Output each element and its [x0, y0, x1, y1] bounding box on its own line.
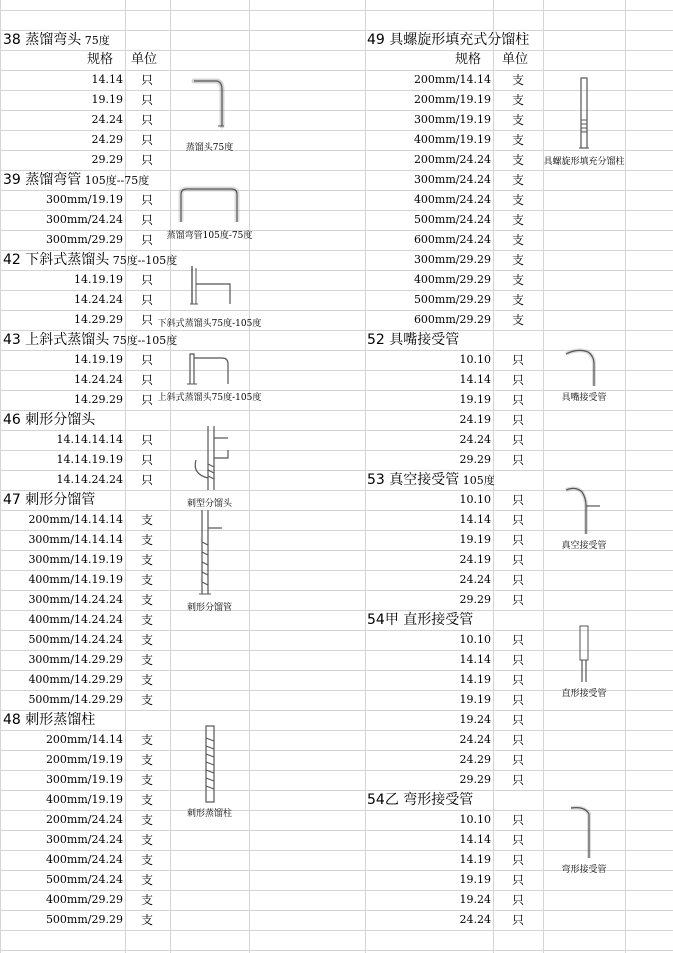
spec-cell: 14.19.19	[74, 353, 123, 366]
packed-column-icon	[576, 76, 592, 156]
spec-cell: 300mm/29.29	[45, 233, 123, 246]
unit-cell: 支	[141, 733, 154, 747]
bent-adapter-icon	[567, 804, 601, 864]
section-title	[3, 30, 110, 50]
unit-cell: 支	[141, 813, 154, 827]
unit-cell: 只	[141, 233, 154, 247]
unit-cell: 支	[141, 613, 154, 627]
spec-cell: 400mm/24.24	[45, 853, 123, 866]
spec-cell: 19.19	[459, 693, 491, 706]
spec-cell: 14.14	[459, 833, 491, 846]
unit-cell: 支	[512, 273, 525, 287]
bent-tube-icon	[175, 186, 245, 230]
unit-cell: 支	[141, 593, 154, 607]
spec-column-header: 规格	[454, 52, 481, 67]
section-title	[3, 710, 95, 730]
unit-cell: 支	[141, 633, 154, 647]
unit-cell: 只	[141, 153, 154, 167]
spec-cell: 300mm/19.19	[45, 193, 123, 206]
unit-cell: 支	[512, 233, 525, 247]
spec-cell: 400mm/14.29.29	[28, 673, 123, 686]
unit-cell: 支	[141, 513, 154, 527]
unit-cell: 只	[141, 353, 154, 367]
spec-cell: 300mm/24.24	[45, 833, 123, 846]
unit-cell: 只	[512, 773, 525, 787]
unit-cell: 支	[141, 913, 154, 927]
spec-cell: 19.19	[459, 393, 491, 406]
spec-cell: 19.24	[459, 893, 491, 906]
unit-cell: 只	[512, 353, 525, 367]
illustration-caption: 具嘴接受管	[561, 393, 607, 403]
vigreux-tube-icon	[190, 508, 230, 602]
section-subtitle: 75度	[81, 34, 110, 47]
section-title	[3, 250, 177, 270]
spec-cell: 19.19	[459, 873, 491, 886]
unit-cell: 只	[512, 673, 525, 687]
spec-cell: 600mm/29.29	[413, 313, 491, 326]
vigreux-column-icon	[200, 724, 220, 808]
unit-cell: 只	[141, 453, 154, 467]
straight-adapter-icon	[574, 624, 594, 688]
unit-cell: 支	[141, 533, 154, 547]
unit-cell: 只	[141, 433, 154, 447]
unit-cell: 支	[141, 773, 154, 787]
unit-cell: 支	[512, 173, 525, 187]
unit-cell: 支	[512, 313, 525, 327]
nozzle-adapter-icon	[564, 344, 604, 392]
unit-cell: 只	[512, 453, 525, 467]
unit-cell: 只	[512, 413, 525, 427]
spec-cell: 500mm/14.29.29	[28, 693, 123, 706]
unit-cell: 支	[141, 793, 154, 807]
spec-cell: 400mm/14.24.24	[28, 613, 123, 626]
section-title	[367, 790, 473, 810]
unit-cell: 支	[512, 93, 525, 107]
unit-cell: 只	[512, 633, 525, 647]
unit-cell: 只	[512, 813, 525, 827]
unit-cell: 只	[141, 133, 154, 147]
illustration-caption: 真空接受管	[561, 541, 607, 551]
unit-cell: 支	[512, 253, 525, 267]
section-subtitle: 75度--105度	[109, 254, 178, 267]
illustration-caption: 上斜式蒸馏头75度-105度	[157, 393, 262, 403]
section-title-text: 54乙 弯形接受管	[367, 792, 474, 808]
unit-cell: 只	[141, 73, 154, 87]
spec-cell: 29.29	[459, 773, 491, 786]
section-title-text: 39 蒸馏弯管	[3, 172, 82, 188]
unit-cell: 支	[141, 573, 154, 587]
section-title-text: 49 具螺旋形填充式分馏柱	[367, 32, 530, 48]
illustration-caption: 蒸馏弯管105度-75度	[166, 231, 253, 241]
spec-cell: 200mm/19.19	[45, 753, 123, 766]
spec-cell: 14.14	[91, 73, 123, 86]
spec-cell: 500mm/29.29	[45, 913, 123, 926]
section-title	[3, 410, 95, 430]
unit-cell: 只	[512, 733, 525, 747]
down-slant-head-icon	[180, 264, 240, 318]
spec-cell: 400mm/29.29	[45, 893, 123, 906]
spec-cell: 24.19	[459, 413, 491, 426]
unit-cell: 支	[512, 193, 525, 207]
spec-cell: 24.24	[459, 573, 491, 586]
spec-cell: 24.24	[459, 433, 491, 446]
spec-cell: 400mm/19.19	[413, 133, 491, 146]
unit-cell: 支	[512, 73, 525, 87]
spec-cell: 14.14.24.24	[56, 473, 123, 486]
spec-cell: 500mm/29.29	[413, 293, 491, 306]
section-title-text: 47 刺形分馏管	[3, 492, 96, 508]
spec-cell: 200mm/24.24	[45, 813, 123, 826]
unit-cell: 只	[512, 553, 525, 567]
spec-cell: 14.29.29	[74, 313, 123, 326]
unit-column-header: 单位	[131, 52, 158, 67]
spec-cell: 600mm/24.24	[413, 233, 491, 246]
unit-cell: 只	[512, 593, 525, 607]
spec-cell: 19.19	[91, 93, 123, 106]
illustration-caption: 刺形蒸馏柱	[186, 809, 232, 819]
spec-cell: 24.24	[459, 913, 491, 926]
spec-cell: 300mm/14.19.19	[28, 553, 123, 566]
unit-cell: 只	[141, 313, 154, 327]
section-title	[367, 470, 495, 490]
unit-cell: 支	[512, 133, 525, 147]
unit-cell: 只	[512, 373, 525, 387]
unit-cell: 只	[512, 693, 525, 707]
illustration-caption: 下斜式蒸馏头75度-105度	[157, 319, 262, 329]
unit-cell: 支	[141, 673, 154, 687]
spec-cell: 24.24	[459, 733, 491, 746]
unit-cell: 只	[512, 393, 525, 407]
section-title-text: 52 具嘴接受管	[367, 332, 460, 348]
spec-cell: 19.24	[459, 713, 491, 726]
section-title	[3, 170, 149, 190]
spec-cell: 400mm/14.19.19	[28, 573, 123, 586]
spec-cell: 200mm/14.14	[413, 73, 491, 86]
section-title-text: 46 刺形分馏头	[3, 412, 96, 428]
spec-cell: 300mm/19.19	[413, 113, 491, 126]
unit-cell: 只	[512, 853, 525, 867]
spec-cell: 500mm/24.24	[413, 213, 491, 226]
illustration-caption: 刺形分馏管	[186, 603, 232, 613]
spec-cell: 24.29	[459, 753, 491, 766]
unit-cell: 只	[512, 713, 525, 727]
spec-cell: 300mm/19.19	[45, 773, 123, 786]
unit-cell: 只	[141, 393, 154, 407]
up-slant-head-icon	[182, 348, 238, 392]
illustration-caption: 直形接受管	[561, 689, 607, 699]
unit-cell: 只	[512, 573, 525, 587]
unit-cell: 只	[141, 473, 154, 487]
section-title	[367, 610, 473, 630]
spec-column-header: 规格	[86, 52, 113, 67]
spec-cell: 300mm/29.29	[413, 253, 491, 266]
unit-cell: 只	[141, 93, 154, 107]
unit-cell: 只	[141, 293, 154, 307]
unit-cell: 支	[512, 293, 525, 307]
unit-cell: 支	[512, 113, 525, 127]
section-title-text: 38 蒸馏弯头	[3, 32, 82, 48]
spec-cell: 29.29	[459, 453, 491, 466]
unit-cell: 支	[512, 153, 525, 167]
section-title-text: 54甲 直形接受管	[367, 612, 474, 628]
unit-cell: 只	[141, 213, 154, 227]
spec-cell: 400mm/24.24	[413, 193, 491, 206]
unit-cell: 支	[141, 893, 154, 907]
spec-cell: 300mm/24.24	[45, 213, 123, 226]
spec-cell: 14.24.24	[74, 373, 123, 386]
unit-column-header: 单位	[502, 52, 529, 67]
section-title	[3, 490, 95, 510]
spec-cell: 200mm/24.24	[413, 153, 491, 166]
section-title	[367, 330, 459, 350]
vigreux-head-icon	[188, 424, 232, 498]
spec-cell: 300mm/24.24	[413, 173, 491, 186]
unit-cell: 支	[141, 653, 154, 667]
spec-cell: 14.24.24	[74, 293, 123, 306]
unit-cell: 支	[141, 833, 154, 847]
unit-cell: 只	[512, 913, 525, 927]
spec-cell: 29.29	[91, 153, 123, 166]
spec-cell: 200mm/14.14	[45, 733, 123, 746]
section-title	[3, 330, 177, 350]
spec-cell: 300mm/14.29.29	[28, 653, 123, 666]
unit-cell: 支	[512, 213, 525, 227]
spec-cell: 14.14.14.14	[56, 433, 123, 446]
section-subtitle: 75度--105度	[109, 334, 178, 347]
unit-cell: 只	[512, 833, 525, 847]
spec-cell: 14.14	[459, 373, 491, 386]
illustration-caption: 弯形接受管	[561, 865, 607, 875]
spec-cell: 14.19.19	[74, 273, 123, 286]
spec-cell: 24.29	[91, 133, 123, 146]
spec-cell: 500mm/14.24.24	[28, 633, 123, 646]
spec-cell: 29.29	[459, 593, 491, 606]
spec-cell: 300mm/14.14.14	[28, 533, 123, 546]
spec-cell: 300mm/14.24.24	[28, 593, 123, 606]
section-title-text: 53 真空接受管	[367, 472, 460, 488]
spec-cell: 14.14.19.19	[56, 453, 123, 466]
spec-cell: 10.10	[459, 493, 491, 506]
unit-cell: 只	[141, 193, 154, 207]
illustration-caption: 蒸馏头75度	[185, 143, 234, 153]
spec-cell: 400mm/29.29	[413, 273, 491, 286]
spec-cell: 24.19	[459, 553, 491, 566]
section-title-text: 42 下斜式蒸馏头	[3, 252, 110, 268]
unit-cell: 支	[141, 693, 154, 707]
unit-cell: 支	[141, 553, 154, 567]
unit-cell: 只	[141, 273, 154, 287]
distillation-head-75-icon	[190, 78, 230, 142]
unit-cell: 只	[512, 893, 525, 907]
spec-cell: 19.19	[459, 533, 491, 546]
illustration-caption: 具螺旋形填充分馏柱	[543, 157, 625, 167]
vacuum-adapter-icon	[562, 484, 606, 540]
spec-cell: 200mm/14.14.14	[28, 513, 123, 526]
spec-cell: 10.10	[459, 633, 491, 646]
unit-cell: 支	[141, 753, 154, 767]
section-subtitle: 105度	[459, 474, 495, 487]
spec-cell: 10.10	[459, 353, 491, 366]
section-subtitle: 105度--75度	[81, 174, 150, 187]
spec-cell: 14.29.29	[74, 393, 123, 406]
unit-cell: 只	[512, 753, 525, 767]
spec-cell: 400mm/19.19	[45, 793, 123, 806]
unit-cell: 只	[512, 533, 525, 547]
unit-cell: 支	[141, 853, 154, 867]
unit-cell: 支	[141, 873, 154, 887]
spec-cell: 10.10	[459, 813, 491, 826]
section-title-text: 43 上斜式蒸馏头	[3, 332, 110, 348]
unit-cell: 只	[512, 493, 525, 507]
unit-cell: 只	[512, 433, 525, 447]
spec-cell: 24.24	[91, 113, 123, 126]
unit-cell: 只	[141, 373, 154, 387]
unit-cell: 只	[512, 513, 525, 527]
unit-cell: 只	[512, 873, 525, 887]
illustration-caption: 刺型分馏头	[186, 499, 232, 509]
unit-cell: 只	[512, 653, 525, 667]
spec-cell: 500mm/24.24	[45, 873, 123, 886]
section-title-text: 48 刺形蒸馏柱	[3, 712, 96, 728]
spec-cell: 14.19	[459, 673, 491, 686]
spec-cell: 14.14	[459, 513, 491, 526]
section-title	[367, 30, 529, 50]
spec-cell: 200mm/19.19	[413, 93, 491, 106]
unit-cell: 只	[141, 113, 154, 127]
spec-cell: 14.14	[459, 653, 491, 666]
spec-cell: 14.19	[459, 853, 491, 866]
